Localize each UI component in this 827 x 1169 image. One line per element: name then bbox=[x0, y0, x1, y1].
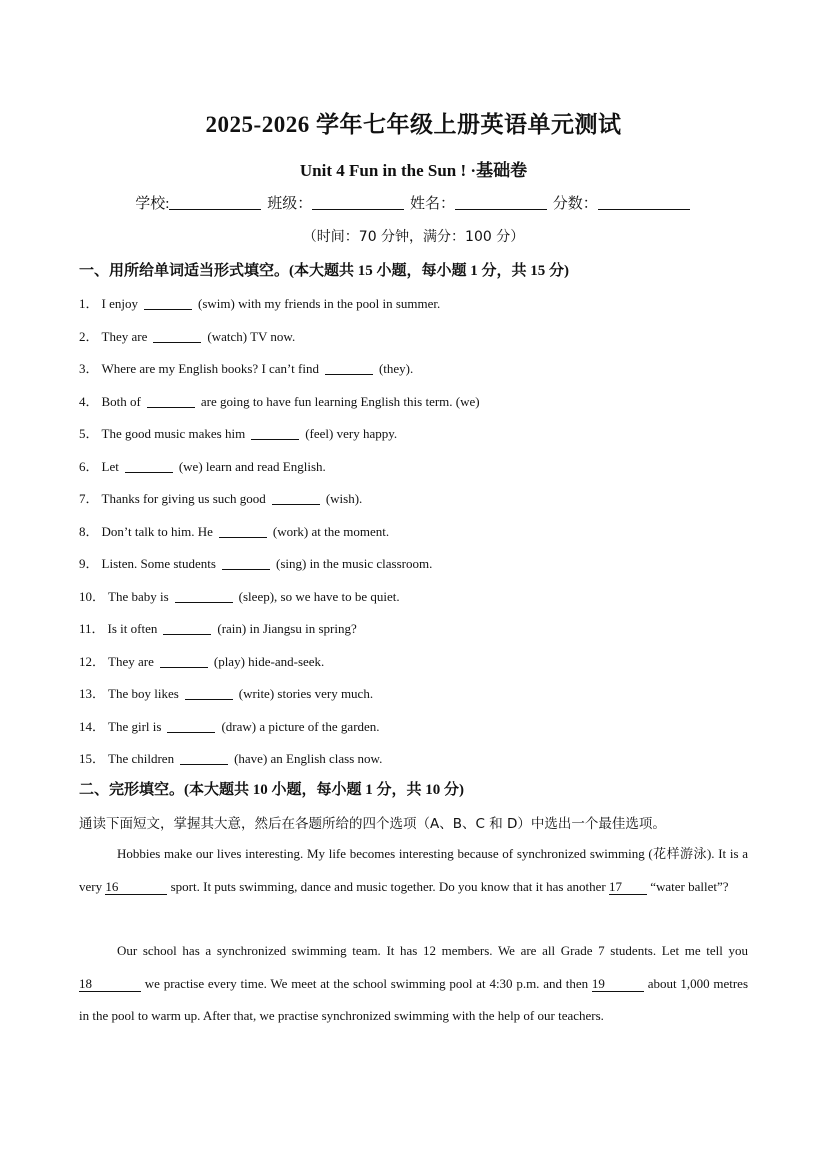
school-label: 学校: bbox=[135, 196, 170, 212]
answer-blank[interactable] bbox=[153, 330, 201, 343]
question-text-before: They are bbox=[108, 653, 154, 669]
time-info: （时间：70 分钟，满分：100 分） bbox=[302, 229, 525, 245]
question-item bbox=[79, 618, 357, 637]
answer-blank[interactable] bbox=[325, 362, 373, 375]
question-number: 11． bbox=[79, 621, 105, 636]
answer-blank[interactable] bbox=[219, 525, 267, 538]
blank-16[interactable]: 16 bbox=[105, 880, 167, 895]
question-item bbox=[79, 651, 324, 670]
answer-blank[interactable] bbox=[160, 655, 208, 668]
para2-text-2: we practise every time. We meet at the school swimming pool at 4:30 p.m. and then bbox=[144, 975, 589, 991]
blank-19[interactable]: 19 bbox=[592, 977, 644, 992]
cloze-paragraph-2 bbox=[79, 935, 748, 1033]
answer-blank[interactable] bbox=[175, 590, 233, 603]
question-text-after: (we) learn and read English. bbox=[178, 458, 326, 474]
question-number: 6． bbox=[79, 458, 99, 474]
cloze-instruction: 通读下面短文，掌握其大意，然后在各题所给的四个选项（A、B、C 和 D）中选出一个最佳选项。 bbox=[79, 816, 666, 832]
question-item bbox=[79, 521, 389, 540]
question-text-before: The baby is bbox=[108, 588, 169, 604]
question-text-after: (write) stories very much. bbox=[238, 686, 374, 701]
question-item bbox=[79, 586, 400, 605]
answer-blank[interactable] bbox=[167, 720, 215, 733]
name-blank[interactable] bbox=[455, 195, 547, 210]
question-number: 5． bbox=[79, 426, 99, 441]
para1-text-3: “water ballet”? bbox=[650, 878, 729, 894]
question-text-after: (rain) in Jiangsu in spring? bbox=[217, 621, 357, 636]
unit-subtitle: Unit 4 Fun in the Sun ! ·基础卷 bbox=[299, 161, 528, 180]
answer-blank[interactable] bbox=[163, 622, 211, 635]
question-item bbox=[79, 326, 295, 345]
question-number: 2． bbox=[79, 328, 99, 344]
answer-blank[interactable] bbox=[147, 395, 195, 408]
question-text-before: The boy likes bbox=[108, 686, 179, 701]
question-item bbox=[79, 293, 440, 312]
question-number: 12． bbox=[79, 653, 106, 669]
para1-text-1: Hobbies make our lives interesting. My life becomes interesting because of synchronized swimming (花样游泳). It is a very bbox=[79, 846, 748, 894]
question-item bbox=[79, 683, 373, 702]
question-text-after: (sleep), so we have to be quiet. bbox=[238, 588, 400, 604]
question-text-after: (draw) a picture of the garden. bbox=[221, 718, 380, 734]
para2-text-3: about 1,000 metres in the pool to warm up. After that, we practise synchronized swimming with the help of our teachers. bbox=[79, 975, 749, 1023]
question-number: 7． bbox=[79, 491, 99, 506]
question-text-after: (watch) TV now. bbox=[207, 328, 296, 344]
question-text-before: They are bbox=[101, 328, 148, 344]
question-number: 3． bbox=[79, 361, 99, 376]
page-title: 2025-2026 学年七年级上册英语单元测试 bbox=[205, 112, 622, 137]
answer-blank[interactable] bbox=[125, 460, 173, 473]
question-item bbox=[79, 488, 362, 507]
question-item bbox=[79, 716, 380, 735]
question-number: 15． bbox=[79, 751, 106, 766]
question-text-before: Let bbox=[101, 458, 119, 474]
question-text-after: (play) hide-and-seek. bbox=[213, 653, 325, 669]
question-text-after: (they). bbox=[378, 361, 414, 376]
class-label: 班级： bbox=[267, 196, 313, 212]
question-number: 10． bbox=[79, 588, 106, 604]
question-text-after: are going to have fun learning English this term. (we) bbox=[200, 393, 480, 409]
question-text-before: The children bbox=[108, 751, 175, 766]
question-item bbox=[79, 358, 413, 377]
question-text-after: (swim) with my friends in the pool in summer. bbox=[197, 296, 441, 311]
question-number: 4． bbox=[79, 393, 99, 409]
question-text-before: Both of bbox=[101, 393, 141, 409]
question-number: 14． bbox=[79, 718, 106, 734]
question-text-after: (wish). bbox=[325, 491, 363, 506]
answer-blank[interactable] bbox=[180, 752, 228, 765]
question-number: 1． bbox=[79, 296, 99, 311]
question-number: 13． bbox=[79, 686, 106, 701]
question-text-after: (work) at the moment. bbox=[272, 523, 390, 539]
school-blank[interactable] bbox=[169, 195, 261, 210]
name-label: 姓名： bbox=[409, 196, 455, 212]
question-text-before: I enjoy bbox=[101, 296, 138, 311]
question-text-before: Is it often bbox=[107, 621, 158, 636]
score-blank[interactable] bbox=[598, 195, 690, 210]
question-item bbox=[79, 391, 480, 410]
question-item bbox=[79, 456, 326, 475]
question-text-before: Listen. Some students bbox=[101, 556, 216, 571]
cloze-paragraph-1 bbox=[79, 838, 748, 903]
para1-text-2: sport. It puts swimming, dance and music together. Do you know that it has another bbox=[170, 878, 606, 894]
answer-blank[interactable] bbox=[251, 427, 299, 440]
question-number: 8． bbox=[79, 523, 99, 539]
blank-18[interactable]: 18 bbox=[79, 977, 141, 992]
question-item bbox=[79, 553, 432, 572]
para2-text-1: Our school has a synchronized swimming team. It has 12 members. We are all Grade 7 students. Let me tell you bbox=[117, 943, 748, 958]
question-text-before: Don’t talk to him. He bbox=[101, 523, 213, 539]
answer-blank[interactable] bbox=[272, 492, 320, 505]
answer-blank[interactable] bbox=[222, 557, 270, 570]
question-text-after: (feel) very happy. bbox=[305, 426, 398, 441]
question-text-before: Thanks for giving us such good bbox=[101, 491, 266, 506]
question-text-before: The girl is bbox=[108, 718, 162, 734]
blank-17[interactable]: 17 bbox=[609, 880, 647, 895]
student-info-line bbox=[0, 192, 827, 213]
answer-blank[interactable] bbox=[144, 297, 192, 310]
question-number: 9． bbox=[79, 556, 99, 571]
question-text-after: (have) an English class now. bbox=[234, 751, 383, 766]
question-item bbox=[79, 423, 397, 442]
section-2-heading: 二、完形填空。(本大题共 10 小题，每小题 1 分，共 10 分) bbox=[79, 782, 464, 798]
score-label: 分数： bbox=[552, 196, 598, 212]
question-text-after: (sing) in the music classroom. bbox=[275, 556, 433, 571]
section-1-heading: 一、用所给单词适当形式填空。(本大题共 15 小题，每小题 1 分，共 15 分) bbox=[79, 263, 569, 279]
answer-blank[interactable] bbox=[185, 687, 233, 700]
question-text-before: Where are my English books? I can’t find bbox=[101, 361, 319, 376]
question-text-before: The good music makes him bbox=[101, 426, 246, 441]
class-blank[interactable] bbox=[312, 195, 404, 210]
question-item bbox=[79, 748, 382, 767]
